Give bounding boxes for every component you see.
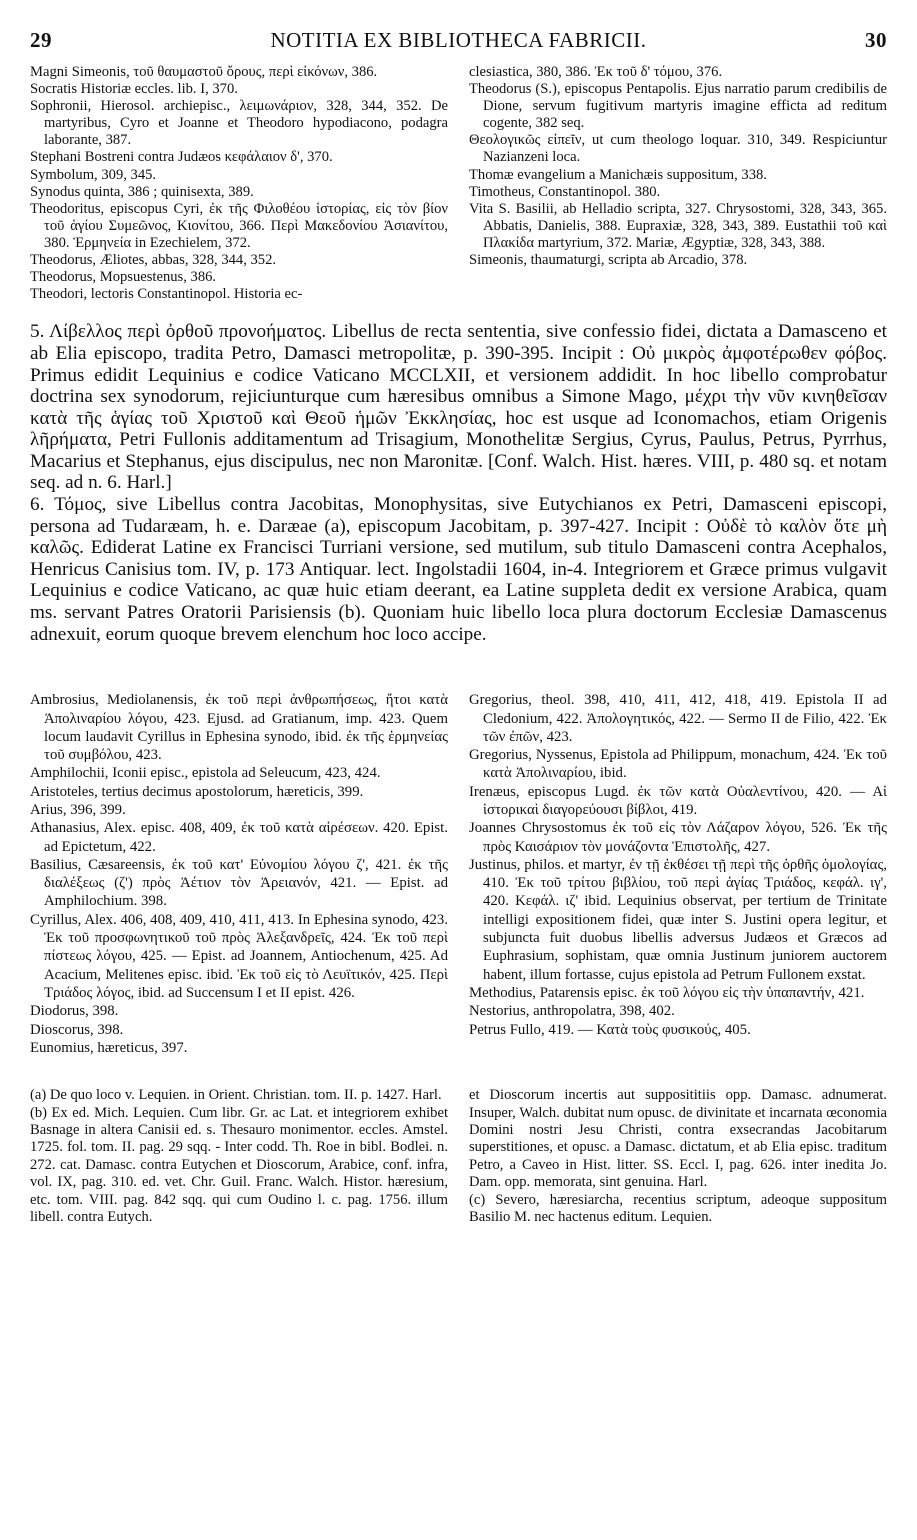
index-entry: Athanasius, Alex. episc. 408, 409, ἐκ τοῦ κατὰ αἱρέσεων. 420. Epist. ad Epictetum, 422. — [30, 820, 448, 855]
index-entry: Theodori, lectoris Constantinopol. Historia ec- — [30, 286, 303, 303]
index-entry: Joannes Chrysostomus ἐκ τοῦ εἰς τὸν Λάζαρον λόγου, 526. Ἐκ τῆς πρὸς Καισάριον τὸν μονάζοντα Ἐπιστολῆς, 427. — [469, 820, 887, 855]
index-entry: clesiastica, 380, 386. Ἐκ τοῦ δ' τόμου, 376. — [469, 64, 723, 80]
document-page — [30, 28, 887, 1226]
index-entry: Arius, 396, 399. — [30, 802, 126, 818]
index-entry: Thomæ evangelium a Manichæis suppositum, 338. — [469, 166, 767, 183]
index-entry: Stephani Bostreni contra Judæos κεφάλαιον δ', 370. — [30, 149, 333, 166]
index-entry: Aristoteles, tertius decimus apostolorum, hæreticis, 399. — [30, 783, 364, 800]
paragraph-5: 5. Λίβελλος περὶ ὀρθοῦ προνοήματος. Libellus de recta sententia, sive confessio fidei, dictata a Damasceno et ab Elia episcopo, tradita Petro, Damasci metropolitæ, p. 390-395. Incipit : Οὐ μικρὸς ἀμφοτέρωθεν φόβος. Primus edidit Lequinius e codice Vaticano MCCLXII, et versionem addidit. In hoc libello comprobatur doctrina sex synodorum, rejiciunturque cum hæresibus omnibus a Simone Mago, μέχρι τὴν νῦν κινηθεῖσαν κατὰ τῆς ἁγίας τοῦ Χριστοῦ καὶ Θεοῦ ἡμῶν Ἐκκλησίας, hoc est usque ad Iconomachos, etiam Origenis λῆρήματα, Petri Fullonis additamentum ad Trisagium, Monothelitæ Sergius, Cyrus, Paulus, Petrus, Pyrrhus, Macarius et Stephanus, ejus discipulus, nec non Maronitæ. [Conf. Walch. Hist. hæres. VIII, p. 480 sq. et notam seq. ad n. 6. Harl.] — [30, 321, 887, 494]
footnote: (b) Ex ed. Mich. Lequien. Cum libr. Gr. ac Lat. et integriorem exhibet Basnage in altera Canisii ed. s. Thesauro monimentor. eccles. Amstel. 1725. fol. tom. II. pag. 29 sqq. - Inter codd. Th. Roe in bibl. Bodlei. n. 272. cat. Damasc. contra Eutychen et Dioscorum, Arabice, conf. infra, vol. IX, pag. 310. ed. vet. Chr. Guil. Franc. Walch. Histor. hæresium, etc. tom. VIII. pag. 842 sqq. qui cum Oudino l. c. pag. 1756. illum libell. contra Eutych. — [30, 1104, 448, 1225]
index-entry: Basilius, Cæsareensis, ἐκ τοῦ κατ' Εὐνομίου λόγου ζ', 421. ἐκ τῆς διαλέξεως (ζ') πρὸς Ἀέτιον τὸν Ἀρειανόν, 421. — Epist. ad Amphilochium. 398. — [30, 856, 448, 910]
index-entry: Gregorius, Nyssenus, Epistola ad Philippum, monachum, 424. Ἐκ τοῦ κατὰ Ἀπολιναρίου, ibid. — [469, 747, 887, 782]
index-entry: Theodorus (S.), episcopus Pentapolis. Ejus narratio parum credibilis de Dione, servum fugitivum martyris imagine efficta ad reditum cogente, 382 seq. — [469, 81, 887, 132]
index-entry: Justinus, philos. et martyr, ἐν τῇ ἐκθέσει τῇ περὶ τῆς ὀρθῆς ὁμολογίας, 410. Ἐκ τοῦ τρίτου βιβλίου, τοῦ περὶ ἁγίας Τριάδος, κεφάλ. ιγ', 420. Κεφάλ. ιζ' ibid. Lequinius observat, per tertium de Trinitate intelligi expositionem fidei, quæ inter S. Justini opera legitur, et subjuncta fuit duobus libellis adversus Judæos et Græcos ad Euphrasium, sophistam, quæ omnia Justinum juniorem auctorem habent, illum fortasse, cujus epistola ad Petrum Fullonem exstat. — [469, 856, 887, 983]
index-top — [30, 64, 887, 303]
index-entry: Dioscorus, 398. — [30, 1021, 124, 1038]
footnote: et Dioscorum incertis aut supposititiis opp. Damasc. adnumerat. Insuper, Walch. dubitat num opusc. de divinitate et incarnata œconomia Domini nostri Jesu Christi, contra exsecrandas Jacobitarum superstitiones, et opusc. a Damasc. dictatum, et ab Elia episc. traditum Petro, a Caveo in Hist. litter. SS. Eccl. I, pag. 626. inter inedita Jo. Dam. opp. memorata, sint genuina. Harl. — [469, 1087, 887, 1191]
footnote: (a) De quo loco v. Lequien. in Orient. Christian. tom. II. p. 1427. Harl. — [30, 1087, 442, 1104]
index-entry: Vita S. Basilii, ab Helladio scripta, 327. Chrysostomi, 328, 343, 365. Abbatis, Danielis, 388. Eupraxiæ, 328, 343, 389. Eustathii τοῦ καὶ Πλακίδα martyrium, 372. Mariæ, Ægyptiæ, 328, 343, 388. — [469, 200, 887, 251]
index-bottom — [30, 691, 887, 1057]
footnotes-left-column — [30, 1087, 448, 1226]
index-entry: Magni Simeonis, τοῦ θαυμαστοῦ ὄρους, περὶ εἰκόνων, 386. — [30, 64, 378, 80]
index-entry: Socratis Historiæ eccles. lib. I, 370. — [30, 81, 238, 98]
footnotes-right-column — [469, 1087, 887, 1226]
index-entry: Sophronii, Hierosol. archiepisc., λειμωνάριον, 328, 344, 352. De martyribus, Cyro et Joanne et Theodoro hypodiacono, podagra laborante, 387. — [30, 98, 448, 149]
left-page-number: 29 — [30, 28, 52, 52]
index-entry: Ambrosius, Mediolanensis, ἐκ τοῦ περὶ ἀνθρωπήσεως, ἤτοι κατὰ Ἀπολιναρίου λόγου, 423. Ejusd. ad Gratianum, imp. 423. Quem locum laudavit Cyrillus in Ephesina synodo, ibid. ἐκ τῆς ἑρμηνείας τοῦ συμβόλου, 423. — [30, 692, 448, 764]
index-entry: Diodorus, 398. — [30, 1003, 119, 1020]
index-entry: Gregorius, theol. 398, 410, 411, 412, 418, 419. Epistola II ad Cledonium, 422. Ἀπολογητικός, 422. — Sermo II de Filio, 422. Ἐκ τῶν ἐπῶν, 423. — [469, 692, 887, 745]
index-bottom-right-column — [469, 691, 887, 1057]
index-entry: Timotheus, Constantinopol. 380. — [469, 183, 661, 200]
index-entry: Theodorus, Æliotes, abbas, 328, 344, 352. — [30, 252, 277, 269]
index-entry: Theodoritus, episcopus Cyri, ἐκ τῆς Φιλοθέου ἱστορίας, εἰς τὸν βίον τοῦ ἁγίου Συμεῶνος, Κιονίτου, 366. Περὶ Μακεδονίου Ἀσιανίτου, 380. Ἑρμηνεία in Ezechielem, 372. — [30, 200, 448, 251]
footnotes — [30, 1087, 887, 1226]
paragraph-6: 6. Τόμος, sive Libellus contra Jacobitas, Monophysitas, sive Eutychianos ex Petri, Damasceni episcopi, persona ad Tudaræam, h. e. Daræae (a), episcopum Jacobitam, p. 397-427. Incipit : Οὐδὲ τὸ καλὸν ὅτε μὴ καλῶς. Ediderat Latine ex Francisci Turriani versione, sed mutilum, sub titulo Damasceni contra Acephalos, Henricus Canisius tom. IV, p. 173 Antiquar. lect. Ingolstadii 1604, in-4. Integriorem et Græce primus vulgavit Lequinius e codice Vaticano, ac quæ huic etiam deerant, ea Latine suppleta dedit ex versione Arabica, quam ms. servant Patres Oratorii Parisiensis (b). Quoniam huic libello loca plura doctorum Ecclesiæ Damascenus adnexuit, eorum quoque brevem elenchum hoc loco accipe. — [30, 494, 887, 645]
index-entry: Methodius, Patarensis episc. ἐκ τοῦ λόγου εἰς τὴν ὑπαπαντήν, 421. — [469, 984, 865, 1001]
index-entry: Irenæus, episcopus Lugd. ἐκ τῶν κατὰ Οὐαλεντίνου, 420. — Αἱ ἱστορικαὶ διαγορεύουσι βίβλοι, 419. — [469, 783, 887, 818]
index-entry: Cyrillus, Alex. 406, 408, 409, 410, 411, 413. In Ephesina synodo, 423. Ἐκ τοῦ προσφωνητικοῦ τοῦ πρὸς Ἀλεξανδρεῖς, 424. Ἐκ τοῦ περὶ πίστεως λόγου, 425. — Epist. ad Joannem, Antiochenum, 425. Ad Acacium, Melitenes episc. ibid. Ἐκ τοῦ εἰς τὸ Λευϊτικόν, 425. Περὶ Τριάδος λόγος, ibid. ad Succensum I et II epist. 426. — [30, 911, 448, 1001]
running-title: NOTITIA EX BIBLIOTHECA FABRICII. — [270, 28, 647, 52]
index-entry: Nestorius, anthropolatra, 398, 402. — [469, 1003, 675, 1020]
page-header — [30, 28, 887, 58]
right-page-number: 30 — [865, 28, 887, 52]
index-top-left-column — [30, 64, 448, 303]
index-top-right-column — [469, 64, 887, 303]
index-entry: Symbolum, 309, 345. — [30, 166, 157, 183]
index-entry: Simeonis, thaumaturgi, scripta ab Arcadio, 378. — [469, 252, 748, 269]
index-entry: Synodus quinta, 386 ; quinisexta, 389. — [30, 183, 254, 200]
index-entry: Eunomius, hæreticus, 397. — [30, 1039, 188, 1056]
index-entry: Θεολογικῶς εἰπεῖν, ut cum theologo loquar. 310, 349. Respiciuntur Nazianzeni loca. — [469, 132, 887, 166]
index-entry: Theodorus, Mopsuestenus, 386. — [30, 269, 217, 286]
main-text — [30, 321, 887, 645]
index-entry: Petrus Fullo, 419. — Κατὰ τοὺς φυσικούς, 405. — [469, 1021, 751, 1038]
index-bottom-left-column — [30, 691, 448, 1057]
index-entry: Amphilochii, Iconii episc., epistola ad Seleucum, 423, 424. — [30, 765, 381, 782]
footnote: (c) Severo, hæresiarcha, recentius scriptum, adeoque suppositum Basilio M. nec hactenus editum. Lequien. — [469, 1191, 887, 1225]
